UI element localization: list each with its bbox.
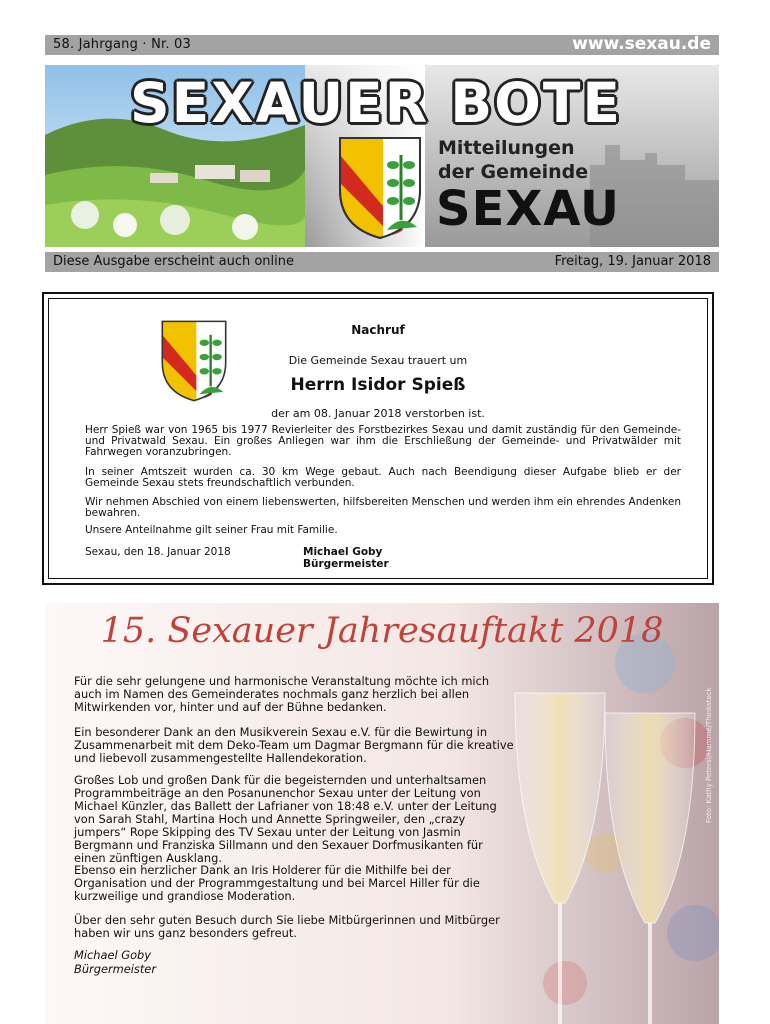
coat-of-arms-icon [337,135,423,241]
publication-date: Freitag, 19. Januar 2018 [554,254,711,269]
festival-section [45,603,719,1024]
top-bar [45,35,719,55]
obituary-name: Herrn Isidor Spieß [290,375,466,395]
festival-signer: Michael Goby [74,948,152,962]
masthead-title: SEXAUER BOTE [130,71,622,135]
online-note: Diese Ausgabe erscheint auch online [53,254,294,269]
masthead-town: SEXAU [436,181,621,237]
festival-paragraph: Für die sehr gelungene und harmonische Veranstaltung möchte ich mich auch im Namen des Gemeinderates nochmals ganz herzlich bei allen Mitwirkenden vor, hinter und auf der Bühne bedanken. [74,674,490,714]
obituary-paragraph: Herr Spieß war von 1965 bis 1977 Revierleiter des Forstbezirkes Sexau und damit zuständig für den Gemeinde- und Privatwald Sexau. Ein großes Anliegen war ihm die Erschließung der Gemeinde- und Privatwälder mit Fahrwegen voranzubringen. [85,424,681,458]
website-link[interactable]: www.sexau.de [572,34,711,54]
festival-signer-role: Bürgermeister [74,962,156,976]
festival-title: 15. Sexauer Jahresauftakt 2018 [100,611,664,651]
photo-credit: Foto: Kathy Petersi/Hamme/Thinkstock [705,687,713,823]
festival-paragraph: Ein besonderer Dank an den Musikverein Sexau e.V. für die Bewirtung in Zusammenarbeit mit dem Deko-Team um Dagmar Bergmann für die kreative und liebevoll zusammengestellte Hallendekoration. [74,725,514,765]
obituary-inner-border [48,298,708,579]
masthead-subtitle-line2: der Gemeinde [438,161,589,183]
obituary-place-date: Sexau, den 18. Januar 2018 [85,546,231,558]
obituary-heading: Nachruf [351,323,405,337]
obituary-paragraph: Unsere Anteilnahme gilt seiner Frau mit Familie. [85,524,338,536]
obituary-paragraph: Wir nehmen Abschied von einem liebenswerten, hilfsbereiten Menschen und werden ihm ein ehrendes Andenken bewahren. [85,496,681,519]
obituary-intro: Die Gemeinde Sexau trauert um [288,354,468,367]
obituary-death-date: der am 08. Januar 2018 verstorben ist. [271,407,485,420]
obituary-paragraph: In seiner Amtszeit wurden ca. 30 km Wege gebaut. Auch nach Beendigung dieser Aufgabe blieb er der Gemeinde Sexau stets freundschaftlich verbunden. [85,466,681,489]
festival-paragraph: Großes Lob und großen Dank für die begeisternden und unterhaltsamen Programmbeiträge an den Posanunenchor Sexau unter der Leitung von Michael Künzler, das Ballett der Lafrianer von 18:48 e.V. unter der Leitung von Sarah Stahl, Martina Hoch und Annette Springweiler, den „crazy jumpers“ Rope Skipping des TV Sexau unter der Leitung von Jasmin Bergmann und Franziska Sillmann und den Sexauer Dorfmusikanten für einen zünftigen Ausklang. [74,773,497,865]
obituary-signer: Michael Goby [303,546,383,558]
festival-paragraph: Über den sehr guten Besuch durch Sie liebe Mitbürgerinnen und Mitbürger haben wir uns ganz besonders gefreut. [74,913,500,940]
masthead-subtitle-line1: Mitteilungen [438,137,575,159]
issue-number: 58. Jahrgang · Nr. 03 [53,37,191,52]
masthead [45,65,719,247]
festival-paragraph: Ebenso ein herzlicher Dank an Iris Holderer für die Mithilfe bei der Organisation und der Programmgestaltung und bei Marcel Hiller für die kurzweilige und grandiose Moderation. [74,863,480,903]
obituary-signer-role: Bürgermeister [303,558,389,570]
subheader-bar [45,252,719,272]
obituary-box [42,292,714,585]
